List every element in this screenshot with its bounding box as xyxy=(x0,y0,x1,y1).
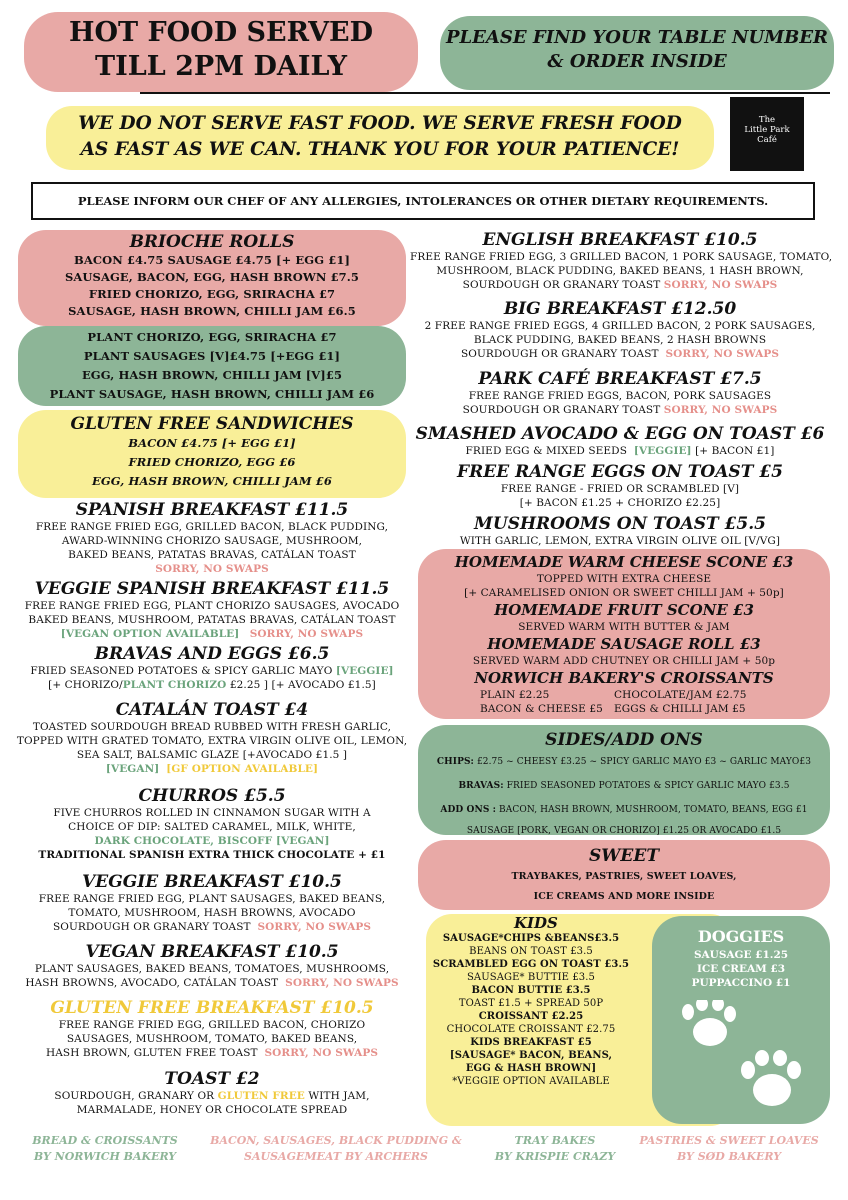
veggie-spanish-breakfast: VEGGIE SPANISH BREAKFAST £11.5 FREE RANGE FRIED EGG, PLANT CHORIZO SAUSAGES, AVOCADO BAKED BEANS, MUSHROOM, PATATAS BRAVAS, CATÁLAN TOAST [VEGAN OPTION AVAILABLE] SORRY, NO SWAPS xyxy=(24,579,400,640)
bravas-and-eggs: BRAVAS AND EGGS £6.5 FRIED SEASONED POTATOES & SPICY GARLIC MAYO [VEGGIE] [+ CHORIZO/PLANT CHORIZO £2.25 ] [+ AVOCADO £1.5] xyxy=(30,644,394,691)
gf-sandwich-content: GLUTEN FREE SANDWICHES BACON £4.75 [+ EGG £1] FRIED CHORIZO, EGG £6 EGG, HASH BROWN, CHILLI JAM £6 xyxy=(18,414,406,491)
footer-krispie: TRAY BAKES BY KRISPIE CRAZY xyxy=(494,1134,616,1163)
gf-sandwich-title: GLUTEN FREE SANDWICHES xyxy=(70,414,354,434)
footer-norwich: BREAD & CROISSANTS BY NORWICH BAKERY xyxy=(32,1134,178,1163)
fresh-food-text: WE DO NOT SERVE FAST FOOD. WE SERVE FRESH FOOD AS FAST AS WE CAN. THANK YOU FOR YOUR PATIENCE! xyxy=(78,113,682,160)
veggie-breakfast: VEGGIE BREAKFAST £10.5 FREE RANGE FRIED EGG, PLANT SAUSAGES, BAKED BEANS, TOMATO, MUSHROOM, HASH BROWNS, AVOCADO SOURDOUGH OR GRANARY TOAST SORRY, NO SWAPS xyxy=(38,872,386,933)
gf-breakfast: GLUTEN FREE BREAKFAST £10.5 FREE RANGE FRIED EGG, GRILLED BACON, CHORIZO SAUSAGES, MUSHROOM, TOMATO, BAKED BEANS, HASH BROWN, GLUTEN FREE TOAST SORRY, NO SWAPS xyxy=(45,998,379,1059)
churros: CHURROS £5.5 FIVE CHURROS ROLLED IN CINNAMON SUGAR WITH A CHOICE OF DIP: SALTED CARAMEL, MILK, WHITE, DARK CHOCOLATE, BISCOFF [VEGAN] TRADITIONAL SPANISH EXTRA THICK CHOCOLATE + £1 xyxy=(38,786,386,861)
kids-content: KIDS SAUSAGE*CHIPS &BEANS£3.5 BEANS ON TOAST £3.5 SCRAMBLED EGG ON TOAST £3.5 SAUSAGE* BUTTIE £3.5 BACON BUTTIE £3.5 TOAST £1.5 + SPREAD 50P CROISSANT £2.25 CHOCOLATE CROISSANT £2.75 KIDS BREAKFAST £5 [SAUSAGE* BACON, BEANS, EGG & HASH BROWN] *VEGGIE OPTION AVAILABLE xyxy=(432,914,630,1087)
footer-sod: PASTRIES & SWEET LOAVES BY SØD BAKERY xyxy=(639,1134,819,1163)
allergy-notice: PLEASE INFORM OUR CHEF OF ANY ALLERGIES, INTOLERANCES OR OTHER DIETARY REQUIREMENTS. xyxy=(31,182,815,220)
plant-content: PLANT CHORIZO, EGG, SRIRACHA £7 PLANT SAUSAGES [V]£4.75 [+EGG £1] EGG, HASH BROWN, CHILLI JAM [V]£5 PLANT SAUSAGE, HASH BROWN, CHILLI JAM £6 xyxy=(49,330,375,401)
cafe-logo: The Little Park Café xyxy=(730,97,804,171)
big-breakfast: BIG BREAKFAST £12.50 2 FREE RANGE FRIED EGGS, 4 GRILLED BACON, 2 PORK SAUSAGES, BLACK PUDDING, BAKED BEANS, 2 HASH BROWNS SOURDOUGH OR GRANARY TOAST SORRY, NO SWAPS xyxy=(424,299,816,360)
doggies-content: DOGGIES SAUSAGE £1.25 ICE CREAM £3 PUPPACCINO £1 xyxy=(691,927,791,989)
vegan-breakfast: VEGAN BREAKFAST £10.5 PLANT SAUSAGES, BAKED BEANS, TOMATOES, MUSHROOMS, HASH BROWNS, AVOCADO, CATÁLAN TOAST SORRY, NO SWAPS xyxy=(25,942,399,989)
table-number-text: PLEASE FIND YOUR TABLE NUMBER & ORDER INSIDE xyxy=(445,27,829,72)
mushrooms-on-toast: MUSHROOMS ON TOAST £5.5 WITH GARLIC, LEMON, EXTRA VIRGIN OLIVE OIL [V/VG] xyxy=(459,514,781,547)
paw-print-lower xyxy=(741,1050,801,1106)
paw-print-upper xyxy=(682,1000,736,1046)
eggs-on-toast: FREE RANGE EGGS ON TOAST £5 FREE RANGE - FRIED OR SCRAMBLED [V] [+ BACON £1.25 + CHORIZO £2.25] xyxy=(457,462,783,509)
scones-content: HOMEMADE WARM CHEESE SCONE £3 TOPPED WITH EXTRA CHEESE [+ CARAMELISED ONION OR SWEET CHILLI JAM + 50p] HOMEMADE FRUIT SCONE £3 SERVED WARM WITH BUTTER & JAM HOMEMADE SAUSAGE ROLL £3 SERVED WARM ADD CHUTNEY OR CHILLI JAM + 50p NORWICH BAKERY'S CROISSANTS PLAIN £2.25 CHOCOLATE/JAM £2.75 BACON & CHEESE £5 EGGS & CHILLI JAM £5 xyxy=(454,553,794,715)
underline xyxy=(140,92,830,94)
sweet-content: SWEET TRAYBAKES, PASTRIES, SWEET LOAVES, ICE CREAMS AND MORE INSIDE xyxy=(511,846,737,902)
smashed-avocado: SMASHED AVOCADO & EGG ON TOAST £6 FRIED EGG & MIXED SEEDS [VEGGIE] [+ BACON £1] xyxy=(415,424,825,457)
paw-print-icon xyxy=(676,1000,816,1120)
park-cafe-breakfast: PARK CAFÉ BREAKFAST £7.5 FREE RANGE FRIED EGGS, BACON, PORK SAUSAGES SOURDOUGH OR GRANARY TOAST SORRY, NO SWAPS xyxy=(462,369,778,416)
brioche-content: BRIOCHE ROLLS BACON £4.75 SAUSAGE £4.75 [+ EGG £1] SAUSAGE, BACON, EGG, HASH BROWN £7.5 FRIED CHORIZO, EGG, SRIRACHA £7 SAUSAGE, HASH BROWN, CHILLI JAM £6.5 xyxy=(18,232,406,320)
spanish-breakfast: SPANISH BREAKFAST £11.5 FREE RANGE FRIED EGG, GRILLED BACON, BLACK PUDDING, AWARD-WINNING CHORIZO SAUSAGE, MUSHROOM, BAKED BEANS, PATATAS BRAVAS, CATÁLAN TOAST SORRY, NO SWAPS xyxy=(35,500,389,575)
toast: TOAST £2 SOURDOUGH, GRANARY OR GLUTEN FREE WITH JAM, MARMALADE, HONEY OR CHOCOLATE SPREAD xyxy=(54,1069,370,1116)
hot-food-text: HOT FOOD SERVED TILL 2PM DAILY xyxy=(68,17,374,82)
sides-content: SIDES/ADD ONS CHIPS: £2.75 ~ CHEESY £3.25 ~ SPICY GARLIC MAYO £3 ~ GARLIC MAYO£3 BRAVAS: FRIED SEASONED POTATOES & SPICY GARLIC MAYO £3.5 ADD ONS : BACON, HASH BROWN, MUSHROOM, TOMATO, BEANS, EGG £1 SAUSAGE [PORK, VEGAN OR CHORIZO] £1.25 OR AVOCADO £1.5 xyxy=(436,730,812,836)
brioche-title: BRIOCHE ROLLS xyxy=(129,232,295,252)
english-breakfast: ENGLISH BREAKFAST £10.5 FREE RANGE FRIED EGG, 3 GRILLED BACON, 1 PORK SAUSAGE, TOMATO, MUSHROOM, BLACK PUDDING, BAKED BEANS, 1 HASH BROWN, SOURDOUGH OR GRANARY TOAST SORRY, NO SWAPS xyxy=(410,230,833,291)
catalan-toast: CATALÁN TOAST £4 TOASTED SOURDOUGH BREAD RUBBED WITH FRESH GARLIC, TOPPED WITH GRATED TOMATO, EXTRA VIRGIN OLIVE OIL, LEMON, SEA SALT, BALSAMIC GLAZE [+AVOCADO £1.5 ] [VEGAN] [GF OPTION AVAILABLE] xyxy=(16,700,408,775)
footer-archers: BACON, SAUSAGES, BLACK PUDDING & SAUSAGEMEAT BY ARCHERS xyxy=(210,1134,462,1163)
